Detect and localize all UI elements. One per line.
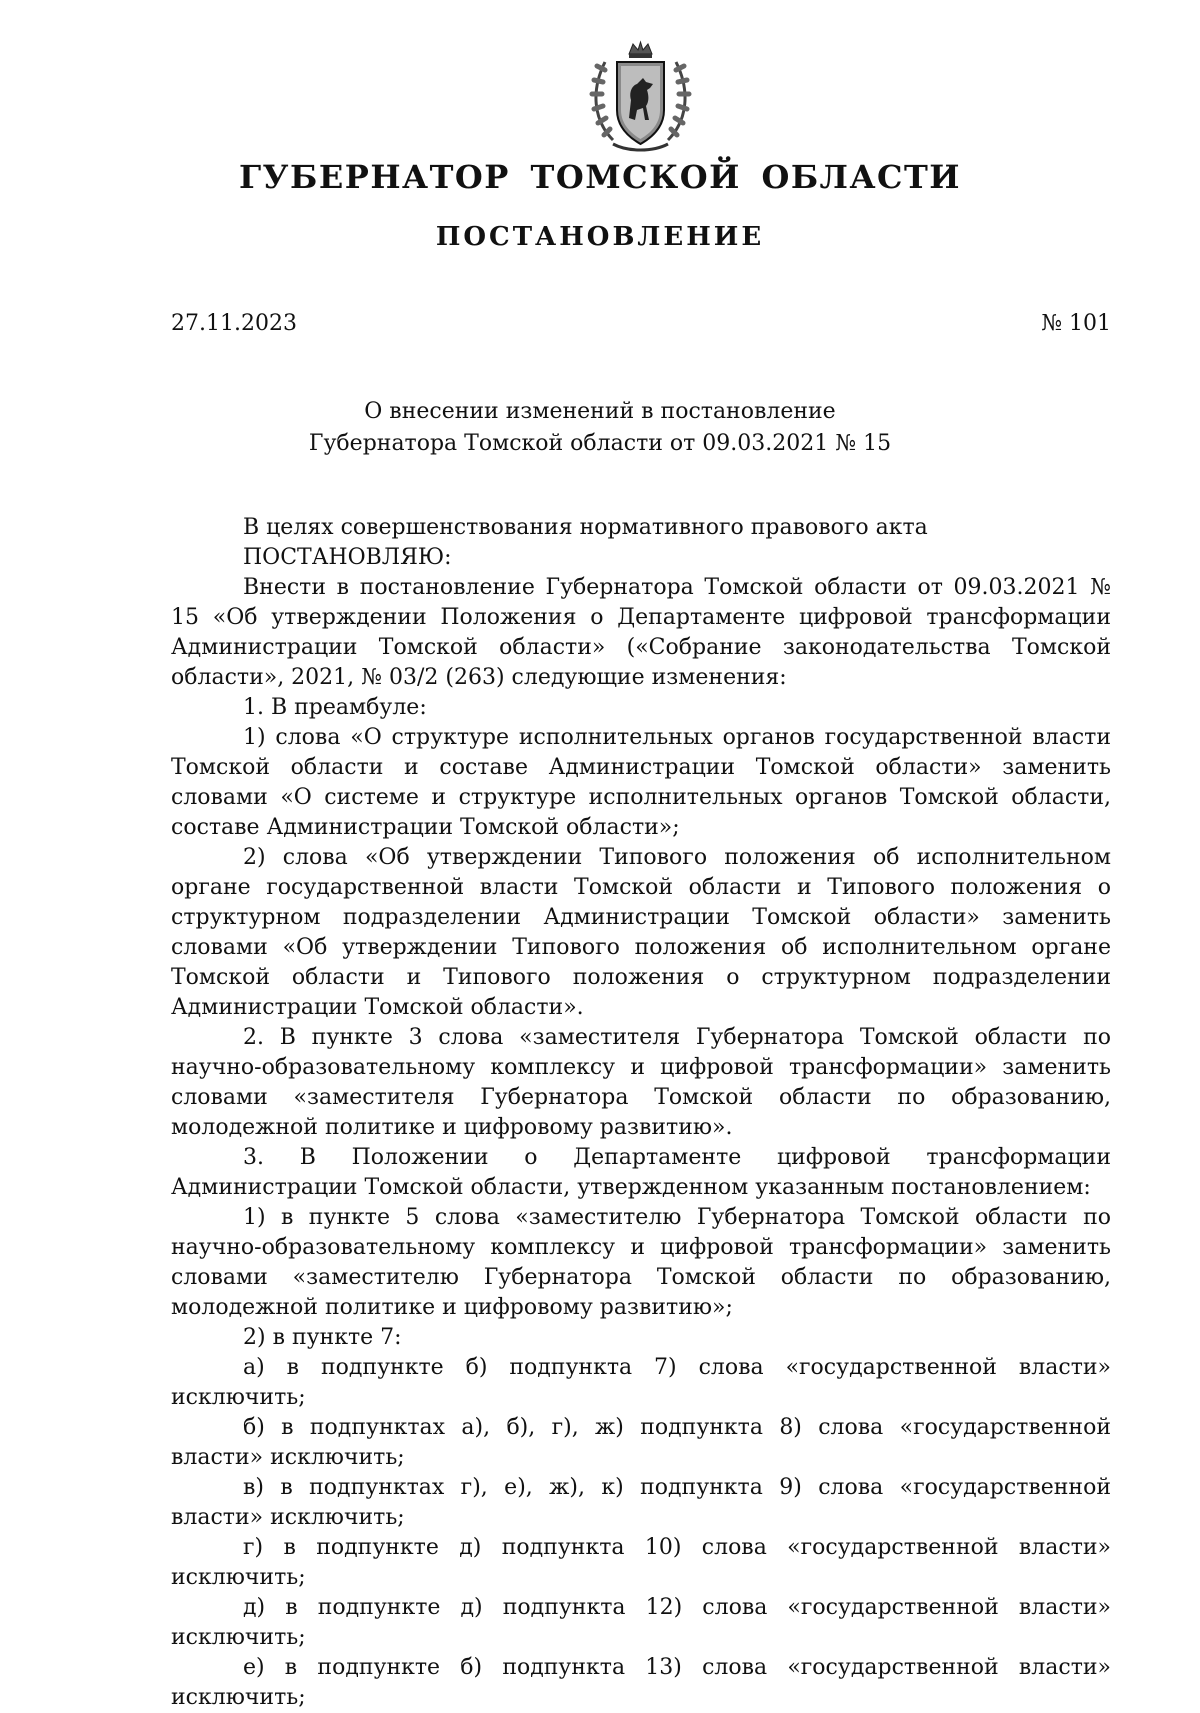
paragraph: г) в подпункте д) подпункта 10) слова «государственной власти» исключить; xyxy=(171,1535,1111,1590)
paragraph: 1) в пункте 5 слова «заместителю Губернатора Томской области по научно-образовательному комплексу и цифровой трансформации» заменить словами «заместителю Губернатора Томской области по образованию, молодежной политике и цифровому развитию»; xyxy=(171,1205,1111,1320)
subject-line-1: О внесении изменений в постановление xyxy=(364,399,836,424)
paragraph: 1) слова «О структуре исполнительных органов государственной власти Томской области и составе Администрации Томской области» заменить словами «О системе и структуре исполнительных органов Томской области, составе Администрации Томской области»; xyxy=(171,725,1111,840)
paragraph: е) в подпункте б) подпункта 13) слова «государственной власти» исключить; xyxy=(171,1655,1111,1710)
paragraph: д) в подпункте д) подпункта 12) слова «государственной власти» исключить; xyxy=(171,1595,1111,1650)
paragraph: 2) в пункте 7: xyxy=(243,1325,402,1350)
document-date: 27.11.2023 xyxy=(171,311,297,336)
paragraph: 2) слова «Об утверждении Типового положения об исполнительном органе государственной власти Томской области и Типового положения о структурном подразделении Администрации Томской области» заменить словами «Об утверждении Типового положения об исполнительном органе Томской области и Типового положения о структурном подразделении Администрации Томской области». xyxy=(171,845,1111,1020)
authority-title: ГУБЕРНАТОР ТОМСКОЙ ОБЛАСТИ xyxy=(238,158,962,196)
paragraph: 1. В преамбуле: xyxy=(243,695,427,720)
document-number: № 101 xyxy=(1041,311,1111,336)
paragraph: ПОСТАНОВЛЯЮ: xyxy=(243,545,452,570)
document-body xyxy=(171,513,1111,1713)
document-subject xyxy=(0,396,1200,460)
paragraph: а) в подпункте б) подпункта 7) слова «государственной власти» исключить; xyxy=(171,1355,1111,1410)
subject-line-2: Губернатора Томской области от 09.03.2021 № 15 xyxy=(308,431,892,456)
coat-of-arms-icon xyxy=(583,40,698,160)
paragraph: Внести в постановление Губернатора Томской области от 09.03.2021 № 15 «Об утверждении Положения о Департаменте цифровой трансформации Администрации Томской области» («Собрание законодательства Томской области», 2021, № 03/2 (263) следующие изменения: xyxy=(171,575,1111,690)
paragraph: в) в подпунктах г), е), ж), к) подпункта 9) слова «государственной власти» исключить; xyxy=(171,1475,1111,1530)
paragraph: 3. В Положении о Департаменте цифровой трансформации Администрации Томской области, утвержденном указанным постановлением: xyxy=(171,1145,1111,1200)
document-type: ПОСТАНОВЛЕНИЕ xyxy=(435,222,765,252)
paragraph: 2. В пункте 3 слова «заместителя Губернатора Томской области по научно-образовательному комплексу и цифровой трансформации» заменить словами «заместителя Губернатора Томской области по образованию, молодежной политике и цифровому развитию». xyxy=(171,1025,1111,1140)
paragraph: б) в подпунктах а), б), г), ж) подпункта 8) слова «государственной власти» исключить; xyxy=(171,1415,1111,1470)
paragraph: В целях совершенствования нормативного правового акта xyxy=(243,515,928,540)
